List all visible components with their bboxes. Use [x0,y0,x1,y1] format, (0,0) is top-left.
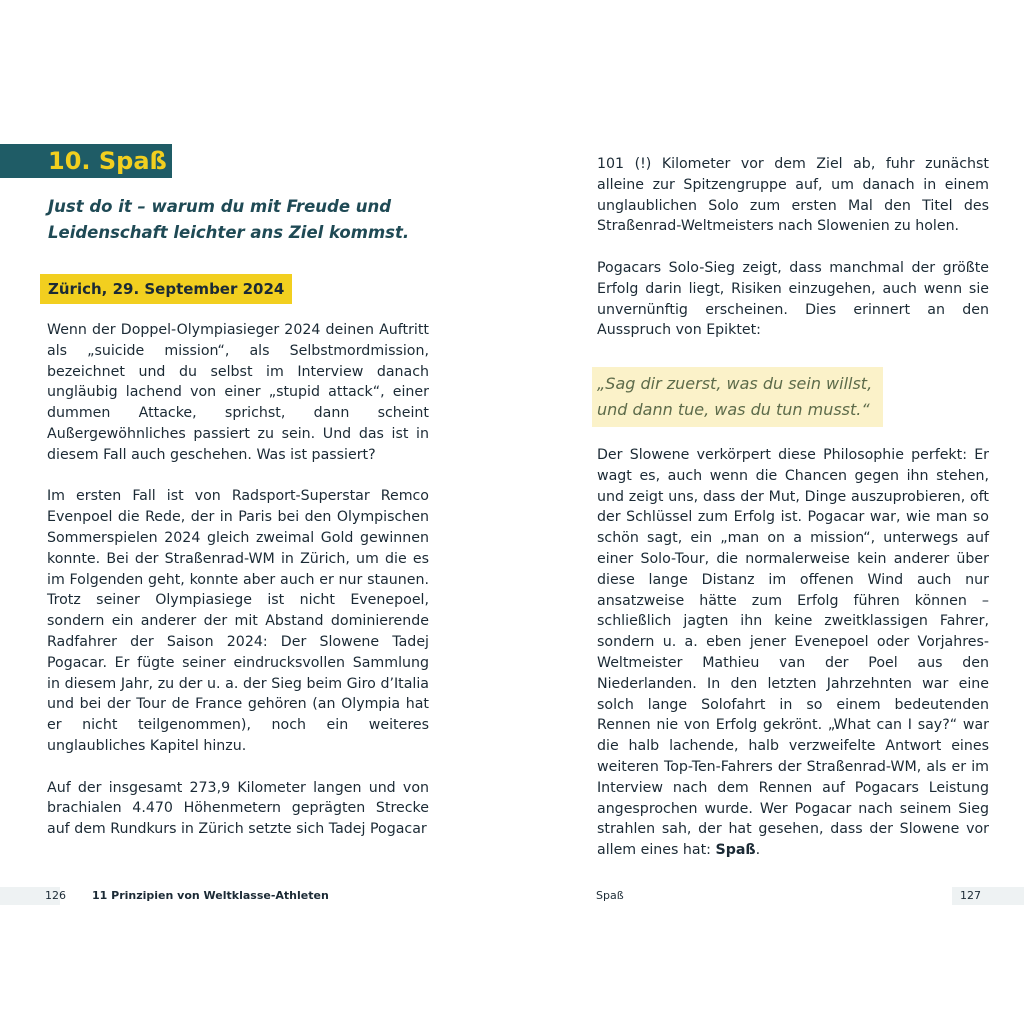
paragraph: Auf der insgesamt 273,9 Kilometer langen und von brachialen 4.470 Höhenmetern geprägten Strecke auf dem Rundkurs in Zürich setzte sich Tadej Pogacar [47,779,429,838]
paragraph: Im ersten Fall ist von Radsport-Superstar Remco Evenpoel die Rede, der in Paris bei den Olympischen Sommerspielen 2024 gleich zweimal Gold gewinnen konnte. Bei der Straßenrad-WM in Zürich, um die es im Folgenden geht, konnte aber auch er nur staunen. Trotz seiner Olympiasiege ist nicht Evenepoel, sondern ein anderer der mit Abstand dominierende Radfahrer der Saison 2024: Der Slowene Tadej Pogacar. Er fügte seiner eindrucksvollen Sammlung in diesem Jahr, zu der u. a. der Sieg beim Giro d’Italia und bei der Tour de France gehören (an Olympia hat er nicht teilgenommen), noch ein weiteres unglaubliches Kapitel hinzu. [47,488,429,754]
page-number: 127 [960,889,981,902]
subtitle-line-2: Leidenschaft leichter ans Ziel kommst. [48,223,410,242]
quote-line-2: und dann tue, was du tun musst.“ [597,400,870,419]
left-body-text [47,320,429,840]
chapter-title: 10. Spaß [48,147,167,175]
paragraph: Pogacars Solo-Sieg zeigt, dass manchmal der größte Erfolg darin liegt, Risiken einzugehen, auch wenn sie unvernünftig erscheinen. Dies erinnert an den Ausspruch von Epiktet: [597,259,989,339]
final-period: . [755,842,761,859]
subtitle-line-1: Just do it – warum du mit Freude und [48,197,392,216]
paragraph [597,445,989,861]
right-body-text-bottom [597,445,989,861]
epiktet-quote [592,367,883,427]
quote-line-1: „Sag dir zuerst, was du sein willst, [597,374,873,393]
emphasis-word: Spaß [715,842,756,859]
running-head: Spaß [596,889,624,902]
right-page [512,0,1024,1024]
chapter-subtitle [48,194,448,246]
right-body-text-top [597,154,989,341]
place-date-tag: Zürich, 29. September 2024 [40,274,292,304]
paragraph: Wenn der Doppel-Olympiasieger 2024 deinen Auftritt als „suicide mission“, als Selbstmordmission, bezeichnet und du selbst im Interview danach ungläubig lachend von einer „stupid attack“, einer dummen Attacke, sprichst, dann scheint Außergewöhnliches passiert zu sein. Und das ist in diesem Fall auch geschehen. Was ist passiert? [47,322,429,463]
page-number: 126 [45,889,66,902]
paragraph-text: Der Slowene verkörpert diese Philosophie perfekt: Er wagt es, auch wenn die Chancen gegen ihn stehen, und zeigt uns, dass der Mut, Dinge auszuprobieren, oft der Schlüssel zum Erfolg ist. Pogacar war, wie man so schön sagt, ein „man on a mission“, unterwegs auf einer Solo-Tour, die normalerweise kein anderer über diese lange Distanz im offenen Wind auch nur ansatzweise hätte zum Erfolg führen können – schließlich jagten ihn keine zweitklassigen Fahrer, sondern u. a. eben jener Evenepoel oder Vorjahres-Weltmeister Mathieu van der Poel aus den Niederlanden. In den letzten Jahrzehnten war eine solch lange Solofahrt in so einem bedeutenden Rennen nie von Erfolg gekrönt. „What can I say?“ war die halb lachende, halb verzweifelte Antwort eines weiteren Top-Ten-Fahrers der Straßenrad-WM, als er im Interview nach dem Rennen auf Pogacars Leistung angesprochen wurde. Wer Pogacar nach seinem Sieg strahlen sah, der hat gesehen, dass der Slowene vor allem eines hat: [597,447,989,859]
paragraph: 101 (!) Kilometer vor dem Ziel ab, fuhr zunächst alleine zur Spitzengruppe auf, um danach in einem unglaublichen Solo zum ersten Mal den Titel des Straßenrad-Weltmeisters nach Slowenien zu holen. [597,156,989,235]
running-head: 11 Prinzipien von Weltklasse-Athleten [92,889,329,902]
